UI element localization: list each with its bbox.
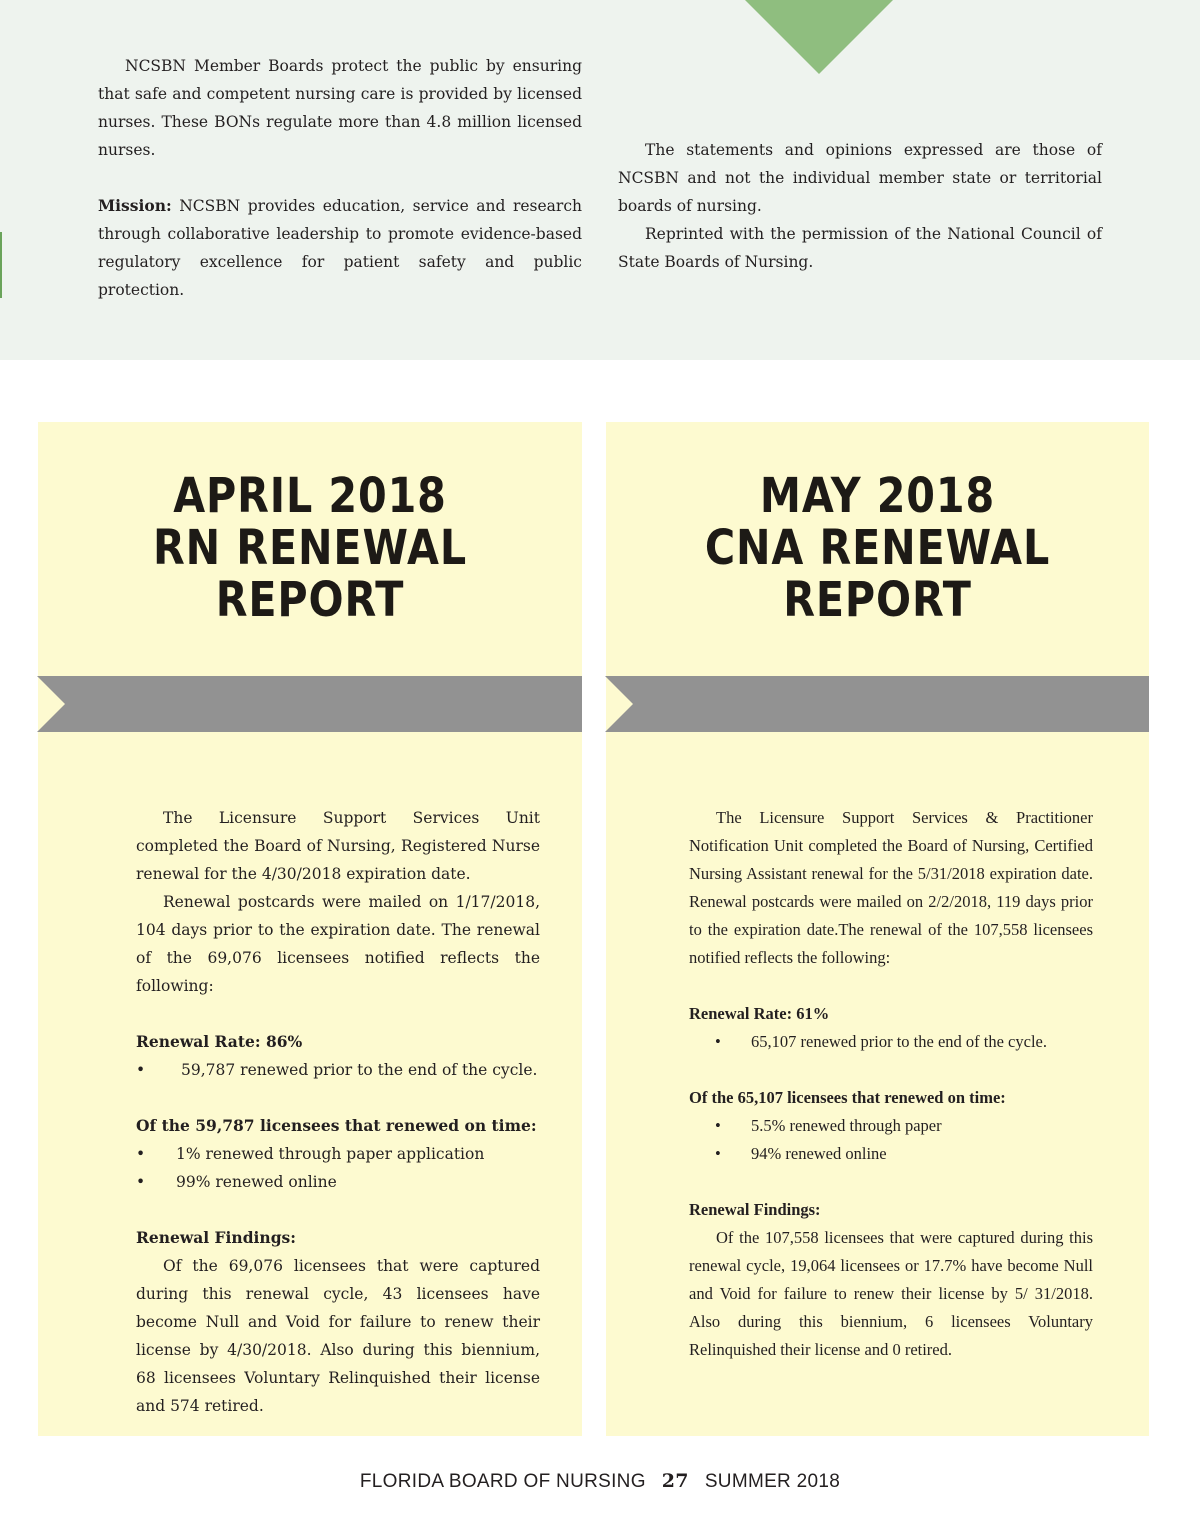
rn-report-title [76,470,544,626]
rn-report-body [136,804,540,1420]
cna-title-line-3: REPORT [783,572,972,628]
ncsbn-about-column [98,52,582,304]
rn-ontime-bullet-2: 99% renewed online [176,1173,337,1191]
statements-disclaimer: The statements and opinions expressed are those of NCSBN and not the individual member state or territorial boards of nursing. [618,141,1102,215]
cna-title-line-1: MAY 2018 [759,468,996,524]
rn-renewal-rate-heading: Renewal Rate: 86% [136,1032,303,1051]
list-item [689,1028,1093,1056]
disclaimer-column [618,136,1102,276]
rn-ontime-heading: Of the 59,787 licensees that renewed on time: [136,1116,537,1135]
cna-findings-heading: Renewal Findings: [689,1200,821,1219]
cna-ontime-bullet-1: 5.5% renewed through paper [751,1116,942,1135]
rn-findings-text: Of the 69,076 licensees that were captured during this renewal cycle, 43 licensees have become Null and Void for failure to renew their license by 4/30/2018. Also during this biennium, 68 licensees Voluntary Relinquished their license and 574 retired. [136,1257,540,1415]
page-number: 27 [661,1470,689,1492]
rn-postcards-paragraph: Renewal postcards were mailed on 1/17/2018, 104 days prior to the expiration date. The renewal of the 69,076 licensees notified reflects the following: [136,893,540,995]
ncsbn-member-boards-paragraph: NCSBN Member Boards protect the public by ensuring that safe and competent nursing care is provided by licensed nurses. These BONs regulate more than 4.8 million licensed nurses. [98,57,582,159]
cna-report-body [689,804,1093,1364]
rn-findings-heading: Renewal Findings: [136,1228,296,1247]
bullet-icon: • [715,1144,721,1163]
cna-intro-paragraph: The Licensure Support Services & Practitioner Notification Unit completed the Board of Nursing, Certified Nursing Assistant renewal for the 5/31/2018 expiration date. Renewal postcards were mailed on 2/2/2018, 119 days prior to the expiration date.The renewal of the 107,558 licensees notified reflects the following: [689,808,1093,967]
cna-ontime-heading: Of the 65,107 licensees that renewed on time: [689,1088,1006,1107]
issue-name: SUMMER 2018 [704,1471,841,1492]
mission-text: NCSBN provides education, service and research through collaborative leadership to promote evidence-based regulatory excellence for patient safety and public protection. [98,197,582,299]
rn-title-line-2: RN RENEWAL [153,520,467,576]
publication-name: FLORIDA BOARD OF NURSING [359,1471,646,1492]
rn-intro-paragraph: The Licensure Support Services Unit completed the Board of Nursing, Registered Nurse renewal for the 4/30/2018 expiration date. [136,809,540,883]
bullet-icon: • [136,1145,146,1163]
rn-ontime-bullet-1: 1% renewed through paper application [176,1145,485,1163]
list-item [689,1140,1093,1168]
list-item [136,1056,540,1084]
list-item [689,1112,1093,1140]
mission-label: Mission: [98,196,172,215]
bullet-icon: • [715,1032,721,1051]
page-footer [0,1470,1200,1500]
list-item [136,1140,540,1168]
bullet-icon: • [136,1061,146,1079]
rn-title-line-3: REPORT [215,572,405,628]
mission-paragraph [98,192,582,304]
cna-findings-text: Of the 107,558 licensees that were captured during this renewal cycle, 19,064 licensees or 17.7% have become Null and Void for failure to renew their license by 5/ 31/2018. Also during this biennium, 6 licensees Voluntary Relinquished their license and 0 retired. [689,1228,1093,1359]
rn-title-line-1: APRIL 2018 [173,468,447,524]
cna-title-line-2: CNA RENEWAL [704,520,1051,576]
green-triangle-decoration [745,0,893,74]
cna-report-title [644,470,1111,626]
reprint-permission: Reprinted with the permission of the National Council of State Boards of Nursing. [618,225,1102,271]
cna-renewal-rate-heading: Renewal Rate: 61% [689,1004,830,1023]
cna-rate-bullet-text: 65,107 renewed prior to the end of the cycle. [751,1032,1047,1051]
list-item [136,1168,540,1196]
cna-gray-divider-stripe [605,676,1149,732]
bullet-icon: • [136,1173,146,1191]
bullet-icon: • [715,1116,721,1135]
cna-ontime-bullet-2: 94% renewed online [751,1144,887,1163]
rn-gray-divider-stripe [37,676,582,732]
rn-rate-bullet-text: 59,787 renewed prior to the end of the cycle. [181,1061,538,1079]
left-accent-bar [0,232,2,298]
